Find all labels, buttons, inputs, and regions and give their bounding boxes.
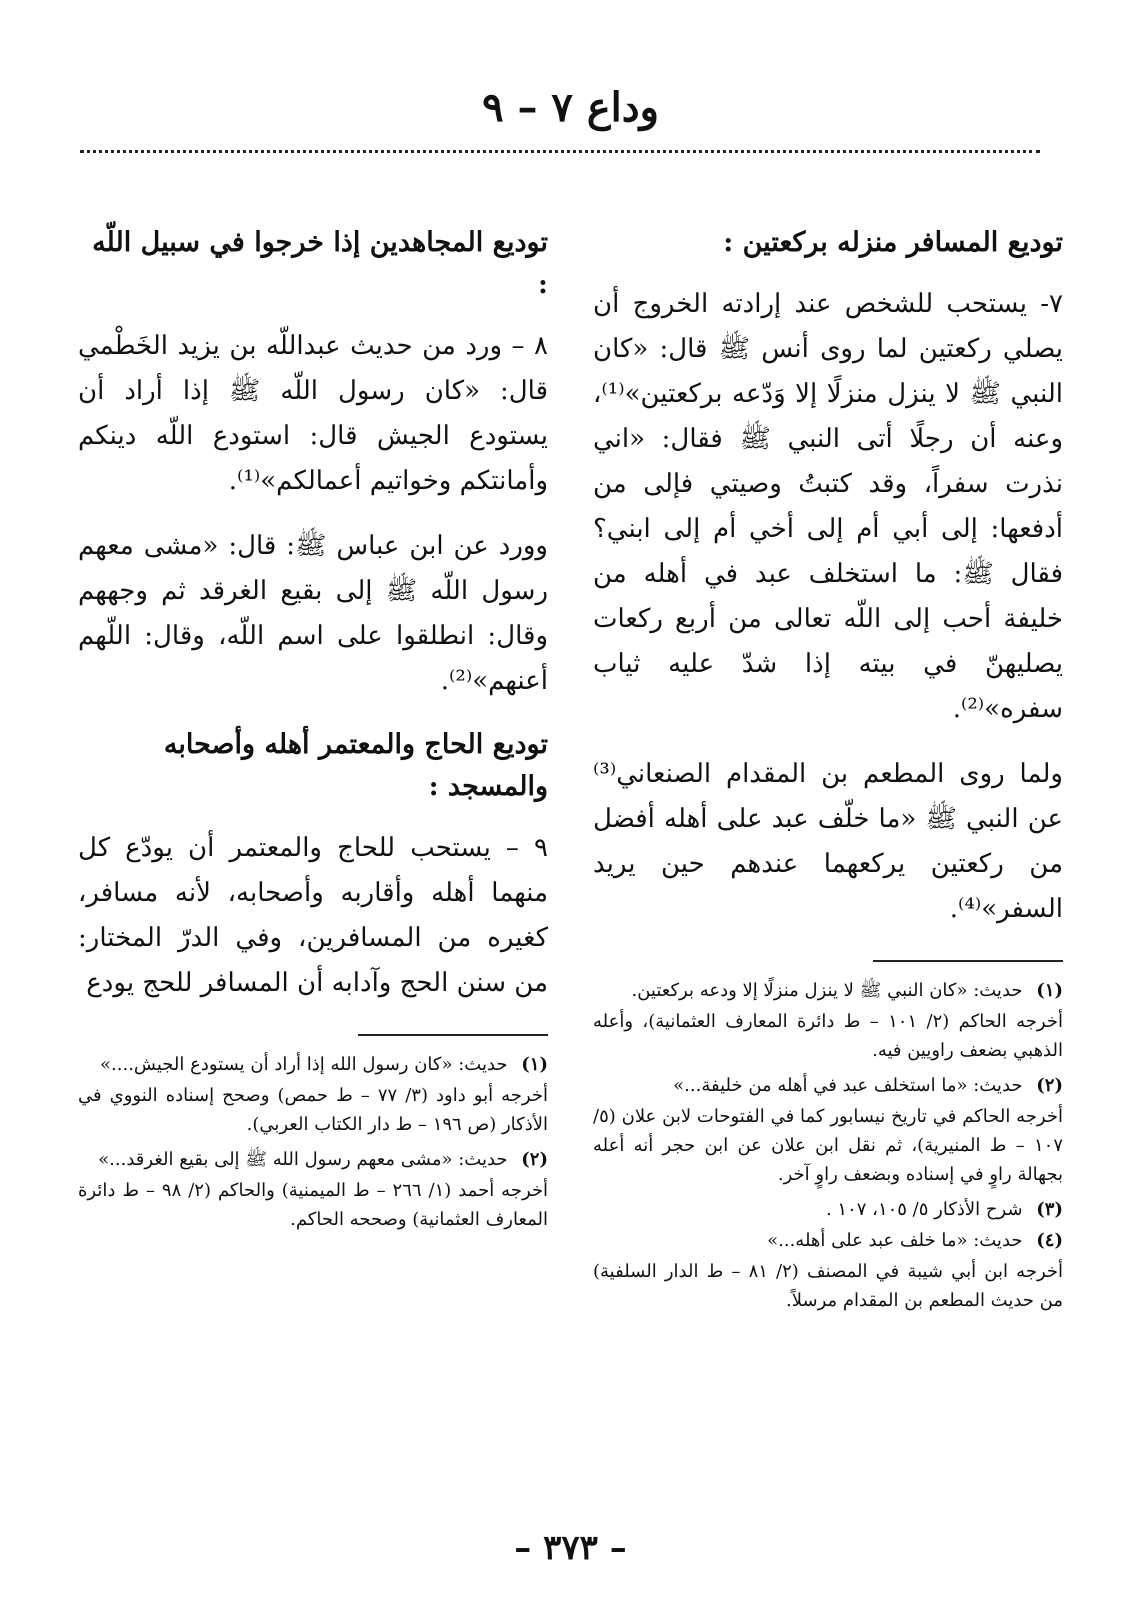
footnote-number: (٤) (1036, 1230, 1063, 1251)
footnote-lead: شرح الأذكار ٥/ ١٠٥، ١٠٧ . (825, 1199, 1023, 1220)
footnote-number: (١) (1036, 980, 1063, 1001)
header-dotted-rule (80, 150, 1040, 153)
footnote-number: (٣) (1036, 1199, 1063, 1220)
section-title-traveler: توديع المسافر منزله بركعتين : (723, 227, 1063, 258)
footnote-text: أخرجه ابن أبي شيبة في المصنف (٢/ ٨١ – ط الدار السلفية) من حديث المطعم بن المقدام مرسلاً. (593, 1261, 1064, 1311)
footnote-text: أخرجه أحمد (١/ ٢٦٦ – ط الميمنية) والحاكم (٢/ ٩٨ – ط دائرة المعارف العثمانية) وصححه الحاكم. (78, 1180, 549, 1230)
running-head: وداع ٧ – ٩ (482, 84, 659, 131)
right-column (593, 222, 1063, 1321)
section-title-mujahideen: توديع المجاهدين إذا خرجوا في سبيل اللّه : (92, 227, 548, 300)
footnote-lead: حديث: «كان رسول الله إذا أراد أن يستودع الجيش....» (100, 1054, 508, 1075)
footnote-item (78, 1145, 548, 1174)
footnote-item (593, 976, 1063, 1005)
footnote-item (593, 1071, 1063, 1100)
footnote-rule (873, 960, 1063, 962)
left-column (78, 222, 548, 1240)
footnote-lead: حديث: «مشى معهم رسول الله ﷺ إلى بقيع الغرقد...» (98, 1149, 508, 1170)
footnote-item (593, 1226, 1063, 1255)
page-number: – ٣٧٣ – (514, 1528, 627, 1568)
footnote-lead: حديث: «كان النبي ﷺ لا ينزل منزلًا إلا ودعه بركعتين. (631, 980, 1023, 1001)
footnote-text: أخرجه الحاكم في تاريخ نيسابور كما في الفتوحات لابن علان (٥/ ١٠٧ – ط المنيرية)، ثم نقل ابن علان عن ابن حجر أنه أعله بجهالة راوٍ في إسناده وبضعف راوٍ آخر. (593, 1106, 1063, 1185)
footnote-lead: حديث: «ما خلف عبد على أهله...» (767, 1230, 1023, 1251)
footnote-item (78, 1050, 548, 1079)
paragraph-8: ٨ – ورد من حديث عبداللّه بن يزيد الخَطْمي قال: «كان رسول اللّه ﷺ إذا أراد أن يستودع الجيش قال: استودع اللّه دينكم وأمانتكم وخواتيم أعمالكم»⁽¹⁾. (78, 331, 548, 496)
footnote-text: أخرجه الحاكم (٢/ ١٠١ – ط دائرة المعارف العثمانية)، وأعله الذهبي بضعف راويين فيه. (593, 1011, 1063, 1061)
section-title-pilgrim: توديع الحاج والمعتمر أهله وأصحابه والمسجد : (163, 729, 548, 802)
paragraph-7: ٧- يستحب للشخص عند إرادته الخروج أن يصلي ركعتين لما روى أنس ﷺ قال: «كان النبي ﷺ لا ينزل منزلًا إلا وَدّعه بركعتين»⁽¹⁾، وعنه أن رجلًا أتى النبي ﷺ فقال: «اني نذرت سفراً، وقد كتبتُ وصيتي فإلى من أدفعها: إلى أبي أم إلى أخي أم إلى ابني؟ فقال ﷺ: ما استخلف عبد في أهله من خليفة أحب إلى اللّه تعالى من أربع ركعات يصليهنّ في بيته إذا شدّ عليه ثياب سفره»⁽²⁾. (593, 289, 1063, 724)
footnote-text: أخرجه أبو داود (٣/ ٧٧ – ط حمص) وصحح إسناده النووي في الأذكار (ص ١٩٦ – ط دار الكتاب العربي). (78, 1085, 548, 1135)
footnote-number: (٢) (521, 1149, 548, 1170)
footnote-item (593, 1195, 1063, 1224)
paragraph-8-cont: وورد عن ابن عباس ﷺ: قال: «مشى معهم رسول اللّه ﷺ إلى بقيع الغرقد ثم وجههم وقال: انطلقوا على اسم اللّه، وقال: اللّهم أعنهم»⁽²⁾. (78, 531, 548, 696)
footnote-number: (٢) (1036, 1075, 1063, 1096)
footnote-rule (358, 1034, 548, 1036)
paragraph-7-cont: ولما روى المطعم بن المقدام الصنعاني⁽³⁾ عن النبي ﷺ «ما خلّف عبد على أهله أفضل من ركعتين يركعهما عندهم حين يريد السفر»⁽⁴⁾. (593, 759, 1063, 924)
footnote-lead: حديث: «ما استخلف عبد في أهله من خليفة...» (673, 1075, 1023, 1096)
footnote-number: (١) (521, 1054, 548, 1075)
paragraph-9: ٩ – يستحب للحاج والمعتمر أن يودّع كل منهما أهله وأقاربه وأصحابه، لأنه مسافر، كغيره من المسافرين، وفي الدرّ المختار: من سنن الحج وآدابه أن المسافر للحج يودع (78, 833, 548, 998)
